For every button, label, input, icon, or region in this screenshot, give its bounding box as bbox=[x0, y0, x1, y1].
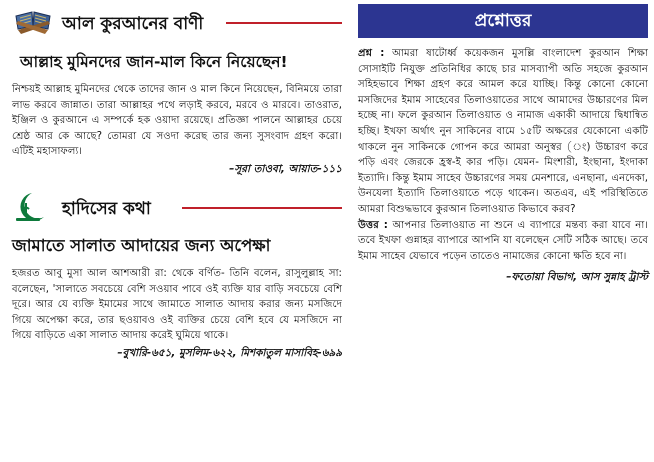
left-column bbox=[6, 4, 342, 363]
hadith-section-header bbox=[6, 189, 342, 225]
hadith-crescent-icon bbox=[10, 189, 52, 225]
quran-section-header bbox=[6, 4, 342, 40]
qa-section-title: প্রশ্নোত্তর bbox=[358, 4, 648, 38]
hadith-section-title: হাদিসের কথা bbox=[62, 198, 151, 219]
question-text: আমরা ষাটোর্ধ্ব কয়েকজন মুসল্লি বাংলাদেশ কুরআন শিক্ষা সোসাইটি নিযুক্ত প্রতিনিধির কাছে চার মাসব্যাপী অতি সহজে কুরআন সহিহভাবে শিক্ষা গ্রহণ করে আমল করে যাচ্ছি। কিন্তু কোনো কোনো মসজিদের ইমাম সাহেবের তিলাওয়াতের সাথে আমাদের উচ্চারণের মিল হচ্ছে না। ফলে কুরআন তিলাওয়াত ও নামাজ একাকী আদায়ে দ্বিধান্বিত হচ্ছি। ইখফা অর্থাৎ নুন সাকিনের বামে ১৫টি অক্ষরের যেকোনো একটি থাকলে নুন সাকিনকে গোপন করে আমরা অনুস্বর (ং) উচ্চারণ করে পড়ি এবং জেরকে হ্রস্ব-ই কার পড়ি। যেমন- মিংশারী, ইংছানা, ইংদাকা ইত্যাদি। কিন্তু ইমাম সাহেব উচ্চারণের সময় মেনশারে, এনছানা, এনদেকা, উনযেলা ইত্যাদি তিলাওয়াতে পড়ে থাকেন। অতএব, এই পরিস্থিতিতে আমরা বিশুদ্ধভাবে কুরআন তিলাওয়াত কিভাবে করব? bbox=[358, 48, 648, 215]
hadith-reference: –বুখারি-৬৫১, মুসলিম-৬২২, মিশকাতুল মাসাবিহ-৬৯৯ bbox=[117, 346, 342, 359]
answer-label: উত্তর : bbox=[358, 219, 388, 231]
question-label: প্রশ্ন : bbox=[358, 48, 385, 59]
quran-rehal-icon bbox=[12, 6, 54, 36]
quran-title-rule bbox=[226, 22, 342, 24]
quran-reference: –সূরা তাওবা, আয়াত-১১১ bbox=[229, 162, 342, 175]
qa-answer bbox=[358, 218, 648, 265]
qa-reference: –ফতোয়া বিভাগ, আস সুন্নাহ ট্রাস্ট bbox=[506, 271, 648, 284]
quran-section-title: আল কুরআনের বাণী bbox=[62, 14, 204, 34]
answer-text: আপনার তিলাওয়াত না শুনে এ ব্যাপারে মন্তব্য করা যাবে না। তবে ইখফা গুন্নাহর ব্যাপারে আপনি যা বলেছেন সেটি সঠিক আছে। তবে ইমাম সাহেব যেভাবে পড়েন তাতেও নামাজের কোনো ক্ষতি হবে না। bbox=[358, 219, 648, 262]
quran-body-text: নিশ্চয়ই আল্লাহ মুমিনদের থেকে তাদের জান ও মাল কিনে নিয়েছেন, বিনিময়ে তারা লাভ করবে জান্নাত। তারা আল্লাহর পথে লড়াই করবে, মরবে ও মারবে। তাওরাত, ইঞ্জিল ও কুরআনে এ সম্পর্কে হক ওয়াদা রয়েছে। প্রতিজ্ঞা পালনে আল্লাহর চেয়ে শ্রেষ্ঠ আর কে আছে? তোমরা যে সওদা করেছ তার জন্য সুসংবাদ গ্রহণ করো। এটিই মহাসাফল্য। bbox=[12, 84, 342, 158]
right-column bbox=[358, 4, 648, 287]
hadith-body-text: হজরত আবু মুসা আল আশআরী রা: থেকে বর্ণিত- তিনি বলেন, রাসুলুল্লাহ সা: বলেছেন, 'সালাতে সবচেয়ে বেশি সওয়াব পাবে ওই ব্যক্তি যার বাড়ি সবচেয়ে বেশি দূরে। আর যে ব্যক্তি ইমামের সাথে জামাতে সালাত আদায় করার জন্য মসজিদে গিয়ে অপেক্ষা করে, তার ছওয়াবও ওই ব্যক্তির চেয়ে বেশি হবে যে মসজিদে না গিয়ে বাড়িতে একা সালাত আদায় করেই ঘুমিয়ে থাকে। bbox=[12, 267, 342, 342]
quran-headline: আল্লাহ মুমিনদের জান-মাল কিনে নিয়েছেন! bbox=[20, 53, 288, 71]
hadith-headline: জামাতে সালাত আদায়ের জন্য অপেক্ষা bbox=[12, 235, 271, 255]
qa-question bbox=[358, 46, 648, 218]
hadith-title-rule bbox=[182, 207, 342, 209]
